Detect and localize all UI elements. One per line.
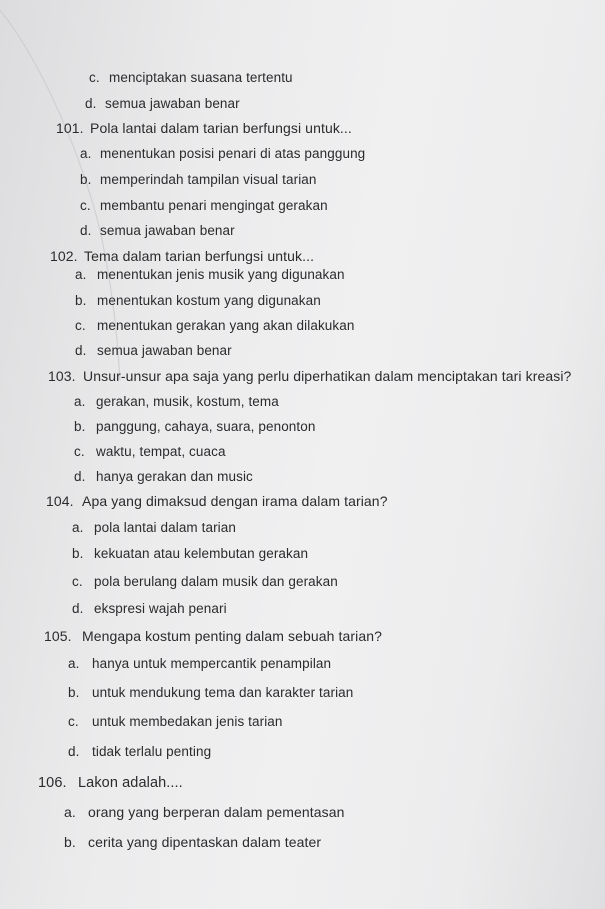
option-label: b. xyxy=(72,546,84,561)
option-label: b. xyxy=(74,419,86,434)
question-text: Mengapa kostum penting dalam sebuah tarian? xyxy=(82,628,383,644)
question-text: Tema dalam tarian berfungsi untuk... xyxy=(84,248,315,264)
option-text: ekspresi wajah penari xyxy=(94,601,227,616)
option-label: a. xyxy=(75,267,87,282)
option-text: kekuatan atau kelembutan gerakan xyxy=(94,546,309,561)
question-104 xyxy=(46,493,388,509)
option-line xyxy=(72,574,338,589)
option-line xyxy=(80,198,328,213)
option-text: gerakan, musik, kostum, tema xyxy=(96,394,279,409)
option-text: waktu, tempat, cuaca xyxy=(96,444,226,459)
option-line xyxy=(68,685,353,700)
option-text: semua jawaban benar xyxy=(100,223,235,238)
option-text: semua jawaban benar xyxy=(105,96,240,111)
question-number: 102. xyxy=(50,248,78,264)
question-text: Pola lantai dalam tarian berfungsi untuk... xyxy=(90,120,352,136)
option-text: orang yang berperan dalam pementasan xyxy=(88,804,345,820)
option-label: a. xyxy=(74,394,86,409)
option-text: untuk membedakan jenis tarian xyxy=(92,714,283,729)
option-text: menentukan jenis musik yang digunakan xyxy=(97,267,345,282)
option-label: d. xyxy=(72,601,84,616)
option-label: b. xyxy=(64,834,76,850)
option-line xyxy=(74,469,253,484)
option-label: b. xyxy=(75,293,87,308)
option-label: c. xyxy=(68,714,79,729)
option-label: b. xyxy=(68,685,80,700)
question-text: Lakon adalah.... xyxy=(78,775,183,791)
option-line xyxy=(64,834,321,850)
option-line xyxy=(72,601,227,616)
option-text: menciptakan suasana tertentu xyxy=(109,70,293,85)
option-text: membantu penari mengingat gerakan xyxy=(100,198,328,213)
option-text: pola berulang dalam musik dan gerakan xyxy=(94,574,338,589)
option-label: a. xyxy=(64,804,76,820)
question-101 xyxy=(56,120,352,136)
option-label: d. xyxy=(74,469,86,484)
option-line xyxy=(72,520,236,535)
option-line xyxy=(68,656,331,671)
question-102 xyxy=(50,248,314,264)
option-line xyxy=(85,96,240,111)
option-label: a. xyxy=(72,520,84,535)
question-106 xyxy=(38,775,183,791)
option-text: tidak terlalu penting xyxy=(92,744,212,759)
option-text: pola lantai dalam tarian xyxy=(94,520,236,535)
option-line xyxy=(74,394,279,409)
option-line xyxy=(80,146,365,161)
question-105 xyxy=(44,628,382,644)
option-label: a. xyxy=(80,146,92,161)
question-number: 101. xyxy=(56,120,84,136)
option-label: c. xyxy=(89,70,100,85)
option-line xyxy=(74,419,315,434)
question-text: Apa yang dimaksud dengan irama dalam tarian? xyxy=(82,493,388,509)
option-line xyxy=(72,546,308,561)
option-line xyxy=(74,444,226,459)
question-103 xyxy=(48,368,571,384)
option-line xyxy=(68,714,283,729)
option-line xyxy=(68,744,211,759)
option-text: semua jawaban benar xyxy=(97,343,232,358)
option-text: menentukan gerakan yang akan dilakukan xyxy=(97,318,355,333)
option-label: b. xyxy=(80,172,92,187)
option-line xyxy=(80,223,235,238)
option-text: menentukan kostum yang digunakan xyxy=(97,293,321,308)
option-label: c. xyxy=(75,318,86,333)
option-line xyxy=(64,804,345,820)
option-text: cerita yang dipentaskan dalam teater xyxy=(88,834,322,850)
question-number: 104. xyxy=(46,493,74,509)
option-line xyxy=(75,293,321,308)
option-label: d. xyxy=(75,343,87,358)
question-text: Unsur-unsur apa saja yang perlu diperhatikan dalam menciptakan tari kreasi? xyxy=(83,368,572,384)
option-label: d. xyxy=(80,223,92,238)
option-text: panggung, cahaya, suara, penonton xyxy=(96,419,316,434)
option-line xyxy=(80,172,317,187)
option-text: memperindah tampilan visual tarian xyxy=(100,172,317,187)
option-label: c. xyxy=(80,198,91,213)
question-number: 105. xyxy=(44,628,72,644)
option-line xyxy=(75,318,354,333)
question-number: 103. xyxy=(48,368,76,384)
option-label: a. xyxy=(68,656,80,671)
option-label: c. xyxy=(72,574,83,589)
option-label: d. xyxy=(68,744,80,759)
option-text: hanya untuk mempercantik penampilan xyxy=(92,656,332,671)
option-text: hanya gerakan dan music xyxy=(96,469,253,484)
option-line xyxy=(75,343,232,358)
option-line xyxy=(75,267,345,282)
question-number: 106. xyxy=(38,775,67,791)
option-label: d. xyxy=(85,96,97,111)
option-label: c. xyxy=(74,444,85,459)
option-line xyxy=(89,70,293,85)
option-text: menentukan posisi penari di atas panggung xyxy=(100,146,366,161)
option-text: untuk mendukung tema dan karakter tarian xyxy=(92,685,354,700)
